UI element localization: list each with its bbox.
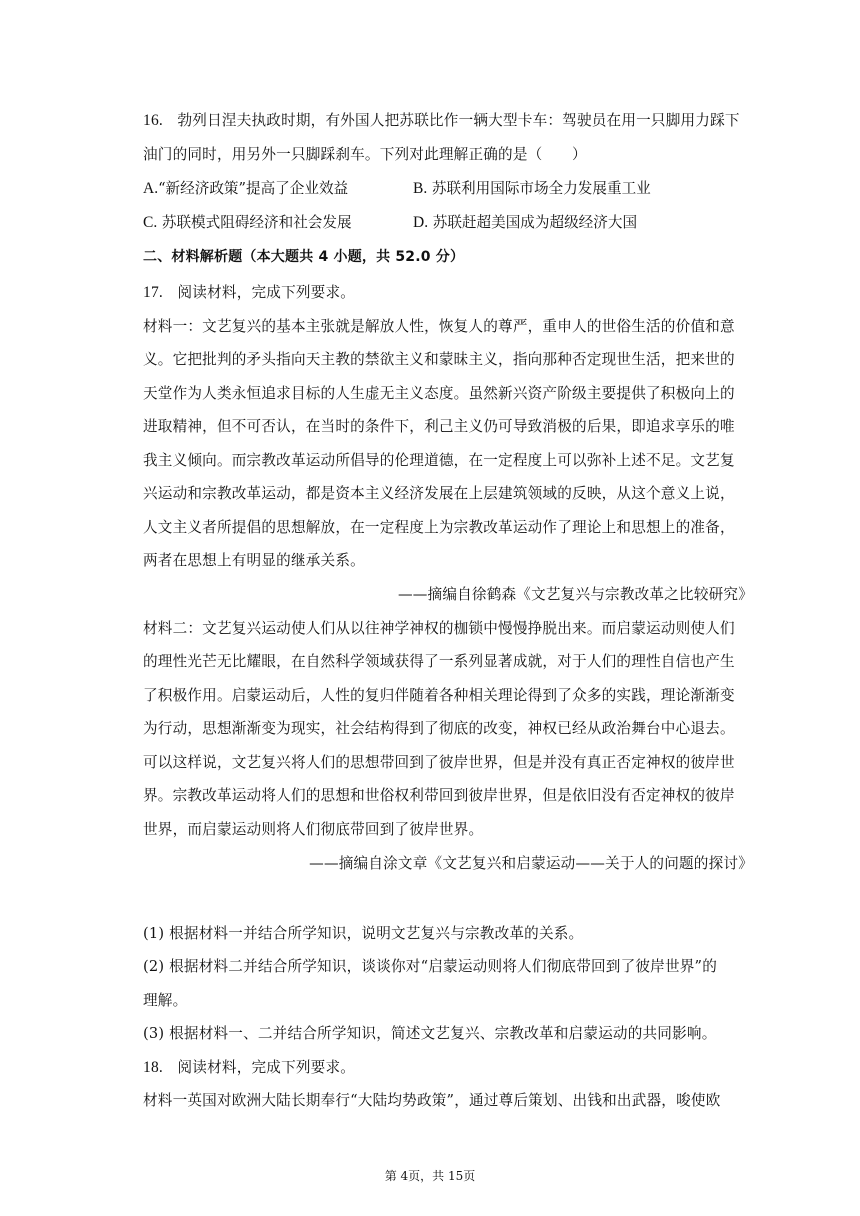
page-footer: 第 4页，共 15页 [384, 1169, 476, 1183]
q18-material1-line: 材料一英国对欧洲大陆长期奉行“大陆均势政策”，通过尊后策划、出钱和出武器，唆使欧 [143, 1092, 721, 1109]
q17-material2-line: 的理性光芒无比耀眼，在自然科学领域获得了一系列显著成就，对于人们的理性自信也产生 [143, 653, 735, 670]
q16-option-a [143, 179, 348, 199]
option-text: 苏联模式阻碍经济和社会发展 [161, 214, 352, 231]
q17-subquestion-2-cont: 理解。 [143, 992, 188, 1009]
option-text: “新经济政策”提高了企业效益 [158, 180, 349, 197]
q18-instruction: 阅读材料，完成下列要求。 [177, 1059, 356, 1076]
q16-stem-text: 勃列日涅夫执政时期，有外国人把苏联比作一辆大型卡车：驾驶员在用一只脚用力踩下 [177, 112, 740, 129]
q17-material1-line: 材料一：文艺复兴的基本主张就是解放人性，恢复人的尊严，重申人的世俗生活的价值和意 [143, 318, 735, 335]
q16-option-b [413, 179, 651, 199]
q17-material1-line: 两者在思想上有明显的继承关系。 [143, 552, 365, 569]
q17-material1-line: 人文主义者所提倡的思想解放，在一定程度上为宗教改革运动作了理论上和思想上的准备， [143, 519, 735, 536]
option-letter: B. [413, 180, 428, 197]
option-letter: D. [413, 214, 429, 231]
q18-number: 18. [143, 1059, 163, 1076]
q17-material2-line: 材料二：文艺复兴运动使人们从以往神学神权的枷锁中慢慢挣脱出来。而启蒙运动则使人们 [143, 620, 735, 637]
q17-material2-line: 为行动，思想渐渐变为现实，社会结构得到了彻底的改变，神权已经从政治舞台中心退去。 [143, 720, 735, 737]
option-text: 苏联赶超美国成为超级经济大国 [432, 214, 638, 231]
q16-option-d [413, 213, 637, 233]
q17-source1: ——摘编自徐鹤森《文艺复兴与宗教改革之比较研究》 [397, 586, 753, 603]
q17-subquestion-3: (3) 根据材料一、二并结合所学知识，简述文艺复兴、宗教改革和启蒙运动的共同影响。 [143, 1025, 717, 1042]
q17-instruction: 阅读材料，完成下列要求。 [177, 284, 356, 301]
option-text: 苏联利用国际市场全力发展重工业 [431, 180, 651, 197]
q17-material2-line: 界。宗教改革运动将人们的思想和世俗权利带回到彼岸世界，但是依旧没有否定神权的彼岸 [143, 787, 735, 804]
q17-material2-line: 可以这样说，文艺复兴将人们的思想带回到了彼岸世界，但是并没有真正否定神权的彼岸世 [143, 754, 735, 771]
q16-stem-line1 [143, 111, 753, 131]
q17-material1-line: 进取精神，但不可否认，在当时的条件下，利己主义仍可导致消极的后果，即追求享乐的唯 [143, 418, 735, 435]
q17-header [143, 283, 753, 303]
q17-material1-line: 我主义倾向。而宗教改革运动所倡导的伦理道德，在一定程度上可以弥补上述不足。文艺复 [143, 452, 735, 469]
q17-subquestion-1: (1) 根据材料一并结合所学知识，说明文艺复兴与宗教改革的关系。 [143, 925, 584, 942]
q17-material2-line: 世界，而启蒙运动则将人们彻底带回到了彼岸世界。 [143, 821, 484, 838]
option-letter: C. [143, 214, 158, 231]
q17-subquestion-2: (2) 根据材料二并结合所学知识，谈谈你对“启蒙运动则将人们彻底带回到了彼岸世界”的 [143, 958, 718, 975]
section-heading: 二、材料解析题（本大题共 4 小题，共 52.0 分） [143, 249, 465, 265]
option-letter: A. [143, 180, 159, 197]
q17-material1-line: 兴运动和宗教改革运动，都是资本主义经济发展在上层建筑领域的反映，从这个意义上说， [143, 485, 735, 502]
q16-option-c [143, 213, 352, 233]
q17-material2-line: 了积极作用。启蒙运动后，人性的复归伴随着各种相关理论得到了众多的实践，理论渐渐变 [143, 687, 735, 704]
q17-number: 17. [143, 284, 163, 301]
q17-material1-line: 义。它把批判的矛头指向天主教的禁欲主义和蒙昧主义，指向那种否定现世生活，把来世的 [143, 351, 735, 368]
q17-material1-line: 天堂作为人类永恒追求目标的人生虚无主义态度。虽然新兴资产阶级主要提供了积极向上的 [143, 385, 735, 402]
q18-header [143, 1058, 753, 1078]
q16-stem-line2: 油门的同时，用另外一只脚踩刹车。下列对此理解正确的是（ ） [143, 146, 587, 163]
q17-source2: ——摘编自涂文章《文艺复兴和启蒙运动——关于人的问题的探讨》 [309, 855, 753, 872]
q16-number: 16. [143, 112, 163, 129]
